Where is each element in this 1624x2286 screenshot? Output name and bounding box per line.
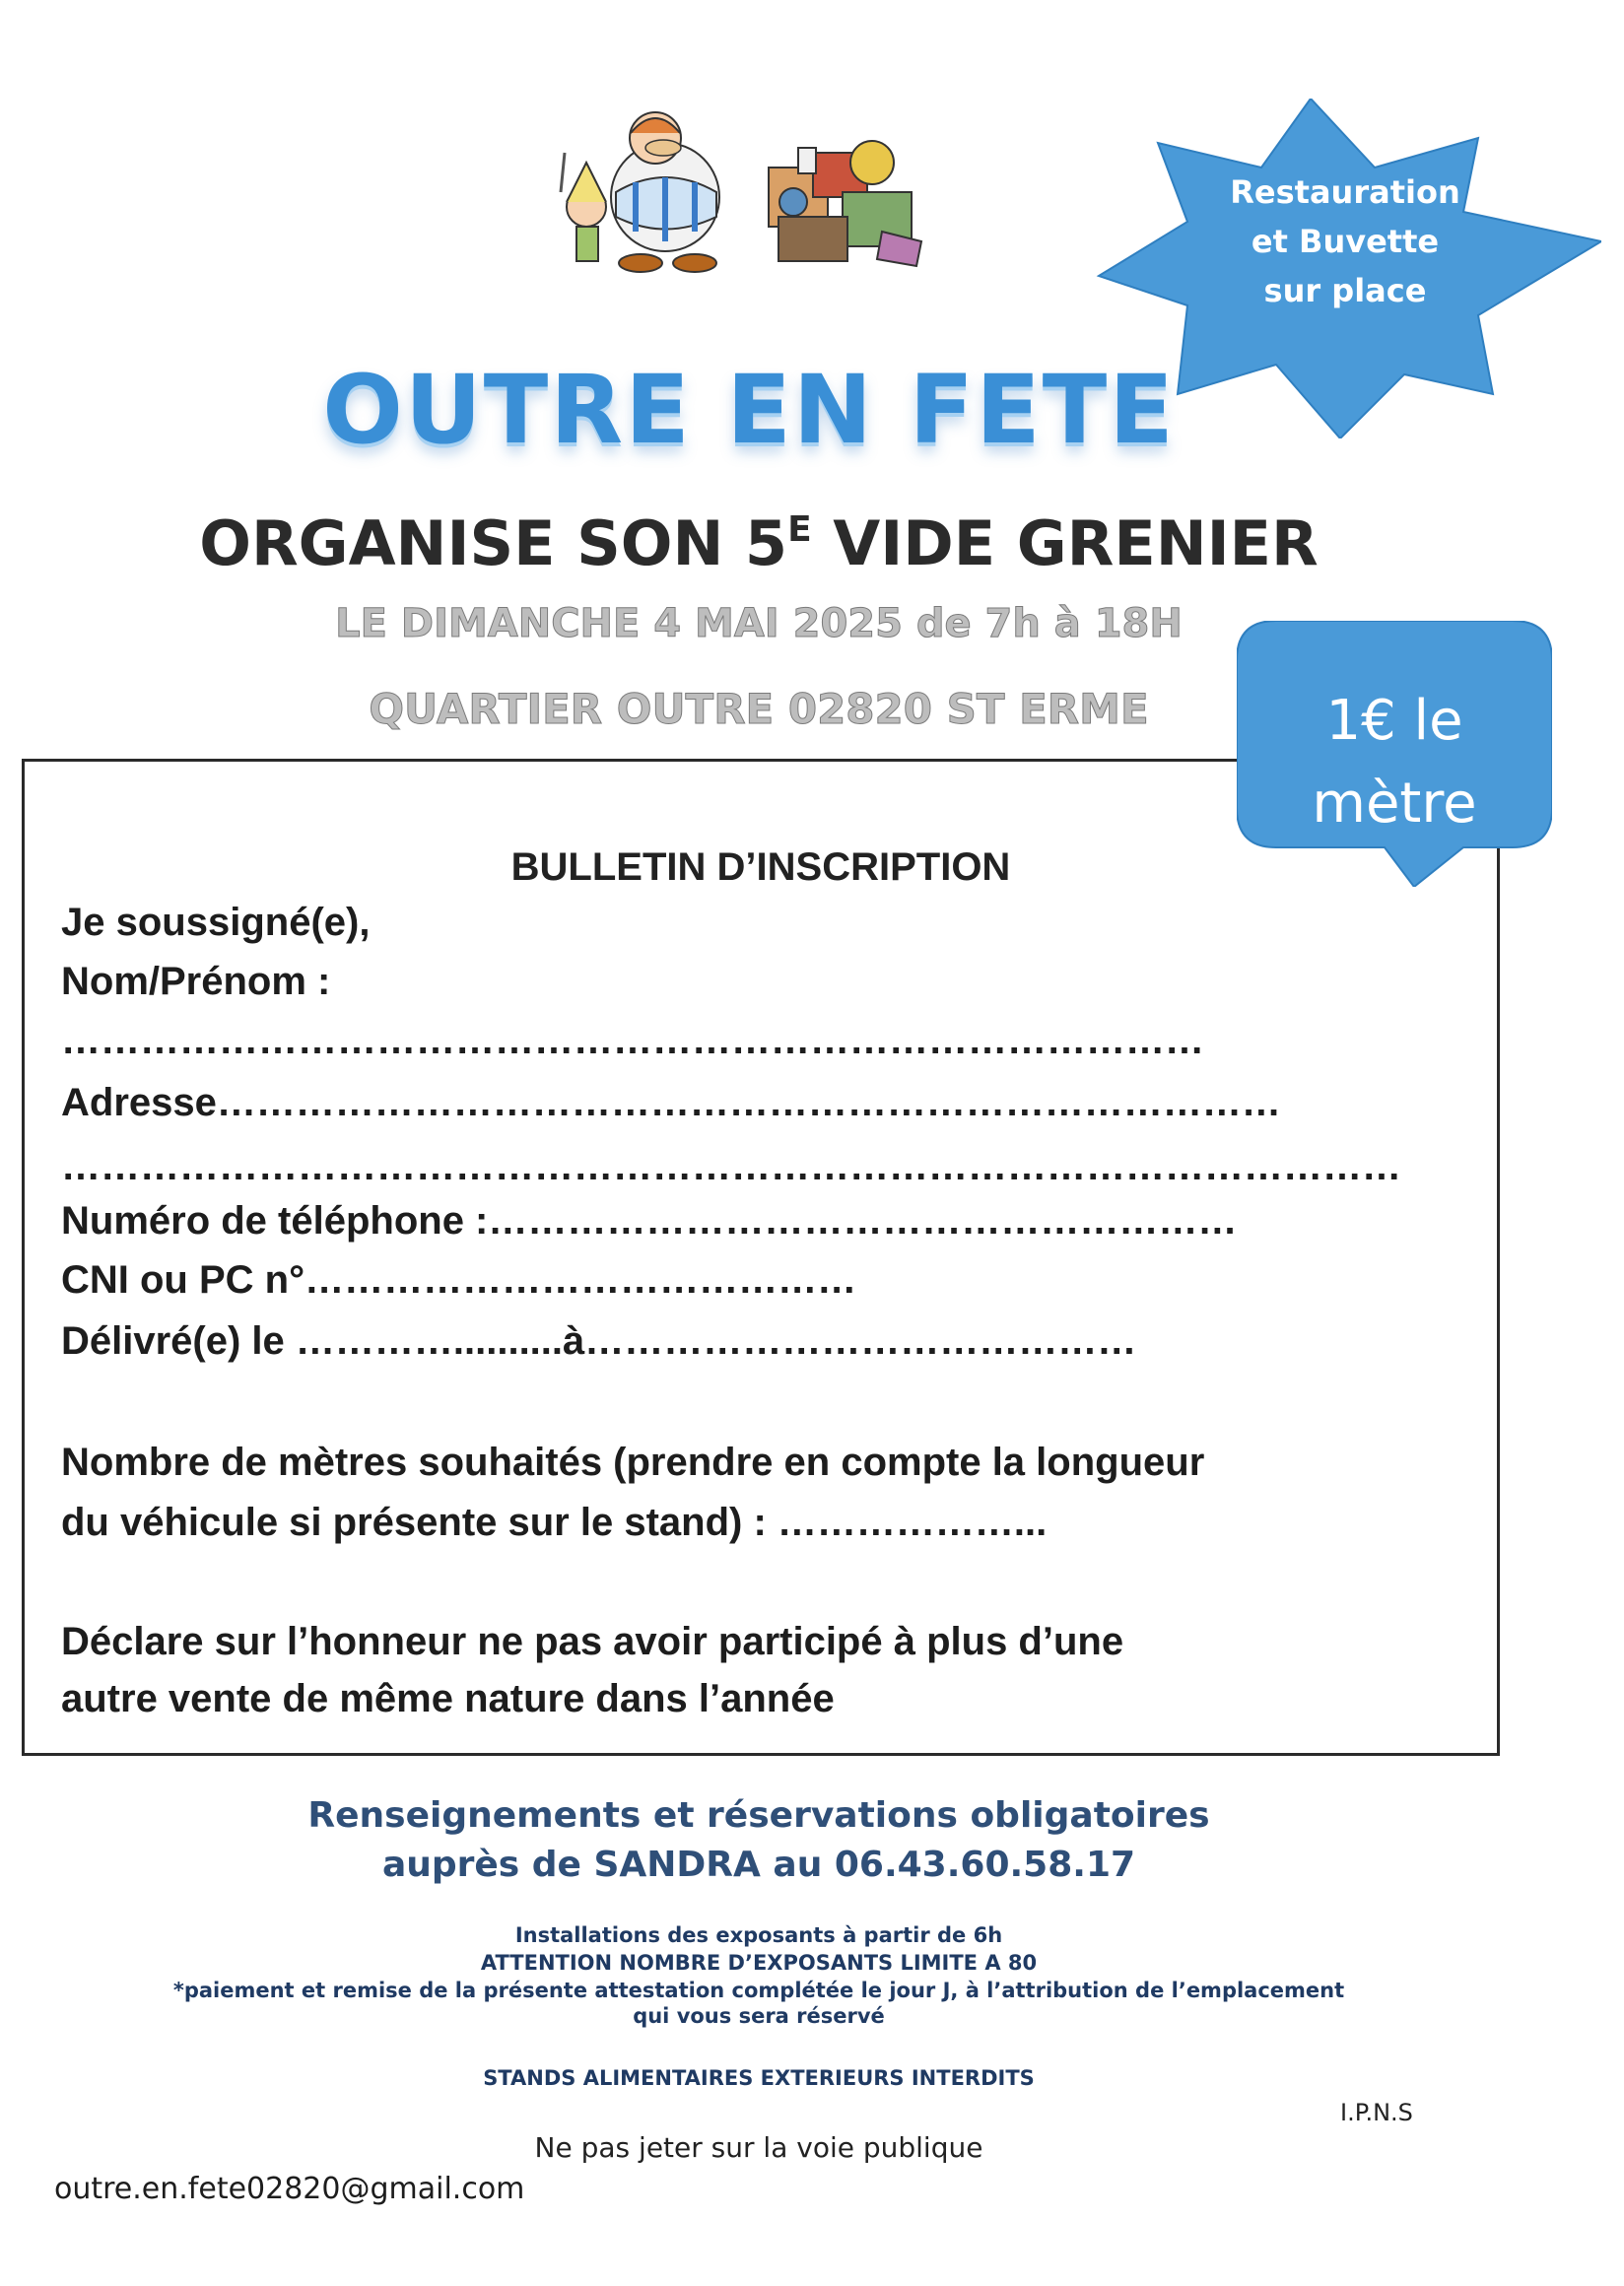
note-payment: *paiement et remise de la présente attestation complétée le jour J, à l’attribution de l’emplacement — [172, 1979, 1345, 2002]
note-limit: ATTENTION NOMBRE D’EXPOSANTS LIMITE A 80 — [480, 1951, 1038, 1975]
form-line-meters-1: Nombre de mètres souhaités (prendre en compte la longueur — [61, 1441, 1205, 1484]
subtitle-end: VIDE GRENIER — [811, 507, 1319, 579]
form-line-name: Nom/Prénom : — [61, 960, 331, 1003]
cartoon-characters-icon — [547, 94, 931, 276]
ipns-mark: I.P.N.S — [1340, 2099, 1413, 2126]
form-line-declaration-2: autre vente de même nature dans l’année — [61, 1677, 835, 1720]
subtitle-main: ORGANISE SON 5 — [199, 507, 788, 579]
event-title: OUTRE EN FETE — [322, 355, 1176, 465]
form-line-meters-2[interactable]: du véhicule si présente sur le stand) : ………………... — [61, 1501, 1048, 1544]
star-line-3: sur place — [1263, 272, 1427, 309]
header-illustration — [547, 94, 931, 276]
form-line-address-dots[interactable]: ………………………………………………………………………………………… — [61, 1145, 1401, 1188]
form-line-id-number[interactable]: CNI ou PC n°…………………………………… — [61, 1258, 857, 1302]
no-litter-notice: Ne pas jeter sur la voie publique — [534, 2131, 983, 2164]
note-reserved: qui vous sera réservé — [633, 2004, 885, 2028]
subtitle-superscript: E — [787, 509, 812, 550]
form-heading: BULLETIN D’INSCRIPTION — [510, 845, 1011, 889]
form-line-issued[interactable]: Délivré(e) le …………..........à…………………………………… — [61, 1319, 1137, 1363]
form-line-name-dots[interactable]: …………………………………………………………………………… — [61, 1019, 1204, 1062]
star-line-1: Restauration — [1230, 173, 1460, 211]
form-line-address[interactable]: Adresse……………………………………………………………………… — [61, 1081, 1281, 1124]
note-installation: Installations des exposants à partir de 6h — [514, 1923, 1003, 1947]
note-food-stands: STANDS ALIMENTAIRES EXTERIEURS INTERDITS — [483, 2066, 1035, 2090]
info-reservations: Renseignements et réservations obligatoires — [307, 1795, 1210, 1836]
info-contact: auprès de SANDRA au 06.43.60.58.17 — [381, 1845, 1136, 1885]
form-line-phone[interactable]: Numéro de téléphone :………………………………………………… — [61, 1199, 1238, 1243]
contact-email[interactable]: outre.en.fete02820@gmail.com — [54, 2172, 525, 2206]
star-line-2: et Buvette — [1251, 223, 1440, 260]
form-line-undersigned: Je soussigné(e), — [61, 901, 371, 944]
price-line-1: 1€ le — [1325, 689, 1463, 753]
form-line-declaration-1: Déclare sur l’honneur ne pas avoir participé à plus d’une — [61, 1620, 1124, 1663]
price-line-2: mètre — [1312, 772, 1477, 836]
event-subtitle — [0, 507, 1518, 579]
event-date: LE DIMANCHE 4 MAI 2025 de 7h à 18H — [335, 601, 1183, 646]
event-place: QUARTIER OUTRE 02820 ST ERME — [369, 685, 1149, 733]
